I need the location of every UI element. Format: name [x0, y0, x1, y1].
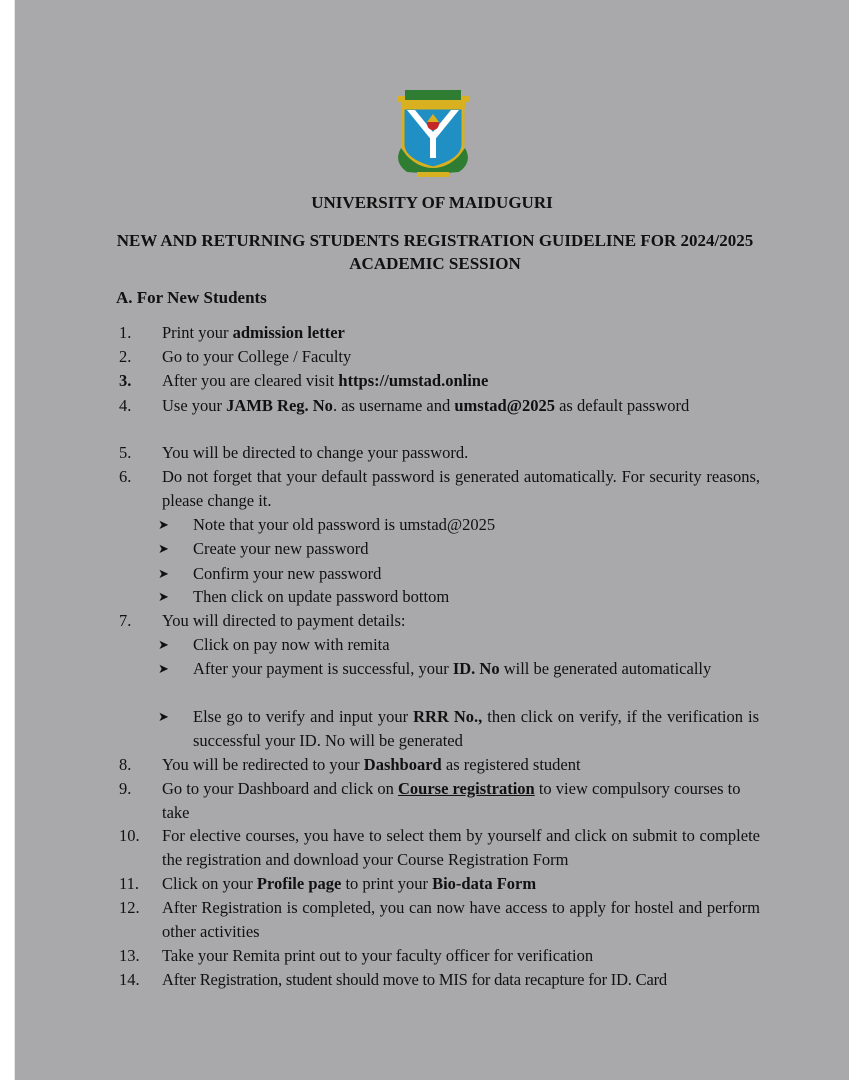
step-number: 13. [119, 946, 140, 965]
document-page: UNIVERSITY OF MAIDUGURI NEW AND RETURNING STUDENTS REGISTRATION GUIDELINE FOR 2024/2025 ACADEMIC SESSION A. For New Students 1. Print your admission letter 2. Go to your College / Faculty 3. After you are cleared visit https://umstad.online 4. Use your JAMB Reg. No. as username and umstad@2025 as default password 5. You will be directed to change your password. 6. Do not forget that your default password is generated automatically. For security reasons, please change it. ➤ Note that your old password is umstad@2025 ➤ Create your new password ➤ Confirm your new password ➤ Then click on update password bottom 7. You will directed to payment details: ➤ Click on pay now with remita ➤ After your payment is successful, your ID. No will be generated automatically ➤ Else go to verify and input your RRR No., then click on verify, if the verification is successful your ID. No will be generated 8. You will be redirected to your Dashboard as registered student 9. Go to your Dashboard and click on Course registration to view compulsory courses to take 10. For elective courses, you have to select them by yourself and click on submit to complete the registration and download your Course Registration Form 11. Click on your Profile page to print your Bio-data Form 12. After Registration is completed, you can now have access to apply for hostel and perform other activities 13. Take your Remita print out to your faculty officer for verification 14. After Registration, student should move to MIS for data recapture for ID. Card [14, 0, 849, 1080]
arrow-bullet-icon: ➤ [158, 517, 169, 532]
step-number: 11. [119, 874, 140, 893]
step-number: 7. [119, 611, 132, 630]
arrow-bullet-icon: ➤ [158, 709, 169, 724]
arrow-bullet-icon: ➤ [158, 541, 169, 556]
arrow-bullet-icon: ➤ [158, 661, 169, 676]
step-number: 9. [119, 779, 132, 798]
step-number: 14. [119, 970, 140, 989]
guideline-title: NEW AND RETURNING STUDENTS REGISTRATION GUIDELINE FOR 2024/2025 ACADEMIC SESSION [116, 231, 754, 273]
university-crest-logo [387, 86, 479, 182]
arrow-bullet-icon: ➤ [158, 589, 169, 604]
arrow-bullet-icon: ➤ [158, 566, 169, 581]
step-number: 5. [119, 443, 132, 462]
course-registration-link[interactable]: Course registration [398, 779, 535, 798]
step-number: 1. [119, 323, 132, 342]
step-number: 3. [119, 371, 132, 390]
arrow-bullet-icon: ➤ [158, 637, 169, 652]
step-number: 8. [119, 755, 132, 774]
step-number: 4. [119, 396, 132, 415]
step-number: 10. [119, 826, 140, 845]
portal-link[interactable]: https://umstad.online [338, 371, 489, 390]
step-number: 2. [119, 347, 132, 366]
section-heading-new-students: A. For New Students [116, 288, 267, 307]
step-number: 6. [119, 467, 132, 486]
step-number: 12. [119, 898, 140, 917]
university-name: UNIVERSITY OF MAIDUGURI [311, 193, 553, 212]
